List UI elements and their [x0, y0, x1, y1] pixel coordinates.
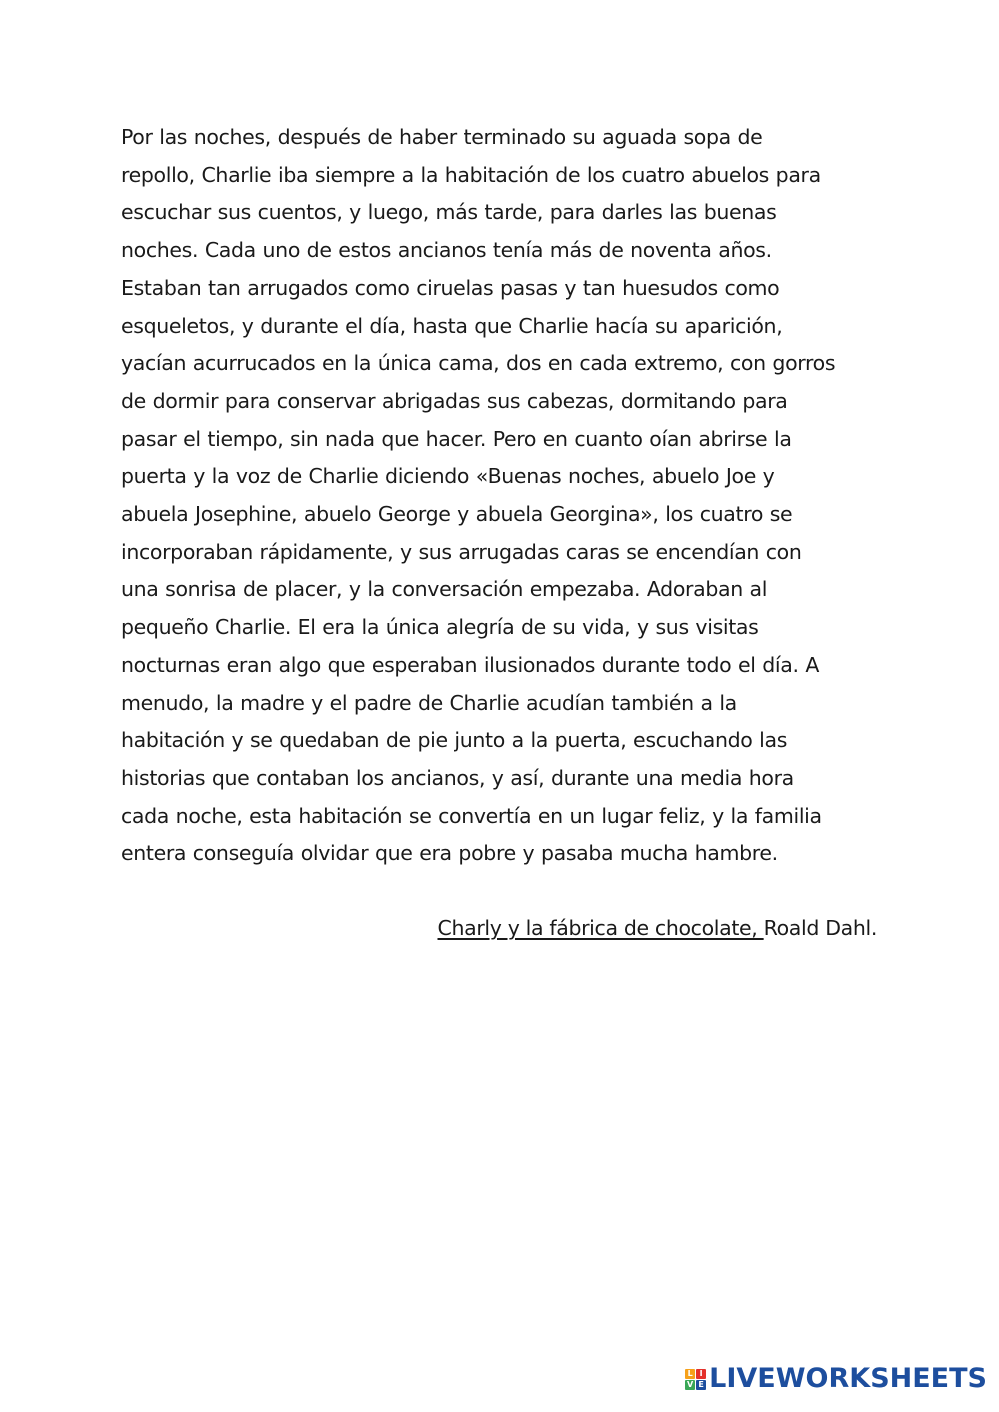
passage-line: habitación y se quedaban de pie junto a la puerta, escuchando las: [121, 728, 788, 753]
passage-line: abuela Josephine, abuelo George y abuela Georgina», los cuatro se: [121, 502, 793, 527]
live-badge-icon: [685, 1369, 706, 1390]
passage-line: yacían acurrucados en la única cama, dos en cada extremo, con gorros: [121, 351, 836, 376]
book-title: Charly y la fábrica de chocolate,: [437, 916, 764, 940]
passage-line: esqueletos, y durante el día, hasta que Charlie hacía su aparición,: [121, 313, 783, 338]
passage-line: Por las noches, después de haber terminado su aguada sopa de: [121, 125, 763, 149]
passage-line: historias que contaban los ancianos, y así, durante una media hora: [121, 765, 794, 790]
source-citation: [438, 910, 878, 948]
logo-text: LIVEWORKSHEETS: [709, 1363, 987, 1394]
badge-letter: I: [696, 1369, 706, 1379]
passage-line: pequeño Charlie. El era la única alegría de su vida, y sus visitas: [121, 615, 759, 640]
passage-line: repollo, Charlie iba siempre a la habitación de los cuatro abuelos para: [121, 162, 821, 187]
passage-line: de dormir para conservar abrigadas sus cabezas, dormitando para: [121, 388, 788, 413]
passage-line: entera conseguía olvidar que era pobre y pasaba mucha hambre.: [121, 841, 778, 866]
badge-letter: E: [696, 1380, 706, 1390]
passage-line: nocturnas eran algo que esperaban ilusionados durante todo el día. A: [121, 652, 819, 677]
author-name: Roald Dahl.: [763, 916, 877, 940]
badge-letter: L: [685, 1369, 695, 1379]
reading-passage: [121, 119, 891, 873]
passage-line: cada noche, esta habitación se convertía en un lugar feliz, y la familia: [121, 803, 822, 828]
liveworksheets-logo[interactable]: [685, 1364, 987, 1394]
passage-line: Estaban tan arrugados como ciruelas pasas y tan huesudos como: [121, 275, 780, 300]
passage-line: menudo, la madre y el padre de Charlie acudían también a la: [121, 690, 737, 715]
passage-line: escuchar sus cuentos, y luego, más tarde, para darles las buenas: [121, 200, 777, 225]
passage-line: noches. Cada uno de estos ancianos tenía más de noventa años.: [121, 238, 772, 263]
badge-letter: V: [687, 1379, 694, 1389]
passage-line: incorporaban rápidamente, y sus arrugadas caras se encendían con: [121, 539, 802, 564]
passage-line: pasar el tiempo, sin nada que hacer. Pero en cuanto oían abrirse la: [121, 426, 792, 451]
passage-line: una sonrisa de placer, y la conversación empezaba. Adoraban al: [121, 577, 768, 602]
passage-line: puerta y la voz de Charlie diciendo «Buenas noches, abuelo Joe y: [121, 464, 775, 489]
